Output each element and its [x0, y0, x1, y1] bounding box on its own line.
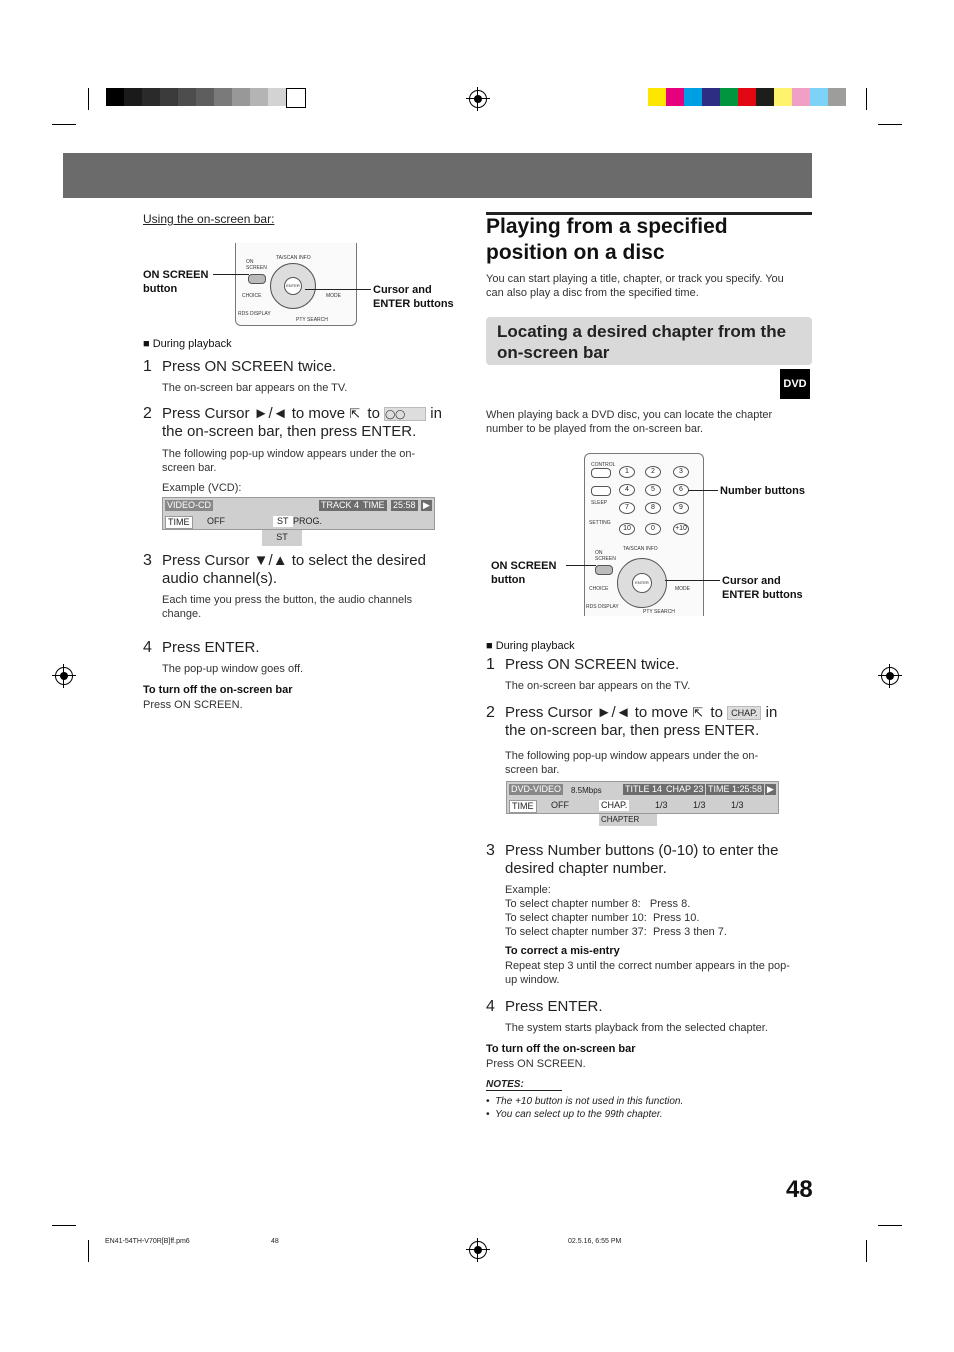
remote-label: CHOICE: [242, 293, 262, 299]
note-1-text: The +10 button is not used in this function.: [495, 1096, 684, 1107]
gray-swatch: [286, 88, 306, 108]
remote-label: RDS DISPLAY: [238, 311, 271, 317]
step-2-to: to: [710, 704, 723, 721]
gray-swatch: [196, 88, 214, 106]
step-2-text-b: the on-screen bar, then press ENTER.: [505, 722, 760, 739]
page-title-line1: Playing from a specified: [486, 215, 728, 238]
turnoff-title: To turn off the on-screen bar: [486, 1043, 636, 1055]
step-4-note: The system starts playback from the selected chapter.: [505, 1022, 768, 1034]
crop-mark: [88, 1240, 89, 1262]
dvd-onscreen-bar: [506, 781, 779, 814]
dvd-badge: DVD: [780, 369, 810, 399]
osd-chap-button: CHAP.: [601, 800, 628, 810]
remote-illustration-large: [584, 453, 704, 616]
crop-mark: [52, 124, 76, 125]
page-title: [486, 214, 728, 266]
footer-date: 02.5.16, 6:55 PM: [568, 1238, 622, 1245]
remote-label: ON SCREEN: [595, 550, 616, 562]
step-2-to: to: [367, 405, 380, 422]
remote-label: CHOICE: [589, 586, 609, 592]
remote-label: ON SCREEN: [246, 259, 267, 271]
audio-icon: ◯◯: [384, 407, 426, 421]
remote-label: SLEEP: [591, 500, 608, 506]
remote-label: PTY SEARCH: [296, 317, 328, 323]
step-2-text-a: Press Cursor ►/◄ to move: [505, 704, 689, 721]
color-swatch: [702, 88, 720, 106]
page-number: 48: [786, 1176, 813, 1203]
gray-swatch: [250, 88, 268, 106]
osd-prog: PROG.: [293, 516, 323, 526]
page-title-line2: position on a disc: [486, 241, 665, 264]
on-screen-button[interactable]: [248, 274, 266, 284]
osd-chap: CHAP 23: [666, 784, 704, 794]
osd-repeat-off: OFF: [207, 516, 225, 526]
step-1-text: Press ON SCREEN twice.: [505, 656, 680, 673]
enter-button[interactable]: ENTER: [284, 277, 302, 295]
osd-title: TITLE 14: [625, 784, 663, 794]
example-label: Example:: [505, 884, 551, 896]
number-button-0[interactable]: 0: [645, 523, 661, 535]
number-button-plus10[interactable]: +10: [673, 523, 689, 535]
osd-track: TRACK 4: [321, 500, 360, 510]
turnoff-text: Press ON SCREEN.: [143, 699, 243, 711]
remote-label: SETTING: [589, 520, 611, 526]
gray-swatch: [178, 88, 196, 106]
remote-label: TA/SCAN INFO: [276, 255, 311, 261]
example-line-3: To select chapter number 37: Press 3 then 7.: [505, 926, 727, 938]
color-swatch: [774, 88, 792, 106]
example-label: Example (VCD):: [162, 482, 242, 494]
step-4-note: The pop-up window goes off.: [162, 663, 304, 675]
step-2-in: in: [430, 405, 442, 422]
callout-number-buttons: Number buttons: [720, 485, 805, 497]
osd-source: VIDEO-CD: [167, 500, 212, 510]
osd-audio: 1/3: [655, 800, 668, 810]
callout-cursor-enter: Cursor and ENTER buttons: [722, 575, 803, 601]
osd-popup: CHAPTER: [599, 814, 657, 826]
intro-text: You can start playing a title, chapter, or track you specify. You can also play a disc from the specified time.: [486, 273, 784, 299]
subtitle: Locating a desired chapter from the on-screen bar: [497, 322, 787, 362]
remote-label: TA/SCAN INFO: [623, 546, 658, 552]
remote-label: CONTROL: [591, 462, 616, 468]
step-number: 2: [486, 704, 495, 721]
step-number: 1: [486, 656, 495, 673]
number-button-8[interactable]: 8: [645, 502, 661, 514]
registration-mark-icon: [881, 667, 899, 685]
correct-text: Repeat step 3 until the correct number appears in the pop-up window.: [505, 960, 790, 986]
header-bar: [63, 153, 812, 198]
note-1: • The +10 button is not used in this function.: [486, 1096, 684, 1107]
osd-time: TIME 1:25:58: [708, 784, 763, 794]
crop-mark: [866, 1240, 867, 1262]
number-button-7[interactable]: 7: [619, 502, 635, 514]
registration-mark-icon: [469, 1241, 487, 1259]
vcd-onscreen-bar: [162, 497, 435, 530]
crop-mark: [878, 1225, 902, 1226]
osd-angle: 1/3: [731, 800, 744, 810]
step-number: 4: [143, 639, 152, 656]
osd-st: ST: [273, 516, 293, 527]
step-number: 4: [486, 998, 495, 1015]
remote-illustration: [235, 243, 357, 326]
osd-time-label: TIME: [363, 500, 385, 510]
color-swatch: [756, 88, 774, 106]
during-playback-label: ■ During playback: [143, 338, 232, 350]
remote-label: MODE: [326, 293, 341, 299]
step-2-text: [162, 405, 462, 441]
number-button-4[interactable]: 4: [619, 484, 635, 496]
number-button-5[interactable]: 5: [645, 484, 661, 496]
description: When playing back a DVD disc, you can locate the chapter number to be played from the on-screen bar.: [486, 409, 773, 435]
callout-line: [688, 490, 718, 491]
example-block: [505, 883, 805, 939]
osd-source: DVD-VIDEO: [511, 784, 562, 794]
color-swatch: [684, 88, 702, 106]
callout-on-screen-button: ON SCREEN button: [491, 560, 557, 586]
callout-cursor-enter: Cursor and ENTER buttons: [373, 284, 454, 310]
step-2-text-a: Press Cursor ►/◄ to move: [162, 405, 346, 422]
osd-arrow: ▶: [423, 500, 430, 510]
intro-label: Using the on-screen bar:: [143, 212, 275, 226]
callout-line: [213, 274, 249, 275]
osd-arrow: ▶: [767, 784, 774, 794]
step-3-text: Press Number buttons (0-10) to enter the desired chapter number.: [505, 842, 779, 877]
color-swatch: [792, 88, 810, 106]
number-button-1[interactable]: 1: [619, 466, 635, 478]
during-playback-label: ■ During playback: [486, 640, 575, 652]
gray-swatch: [160, 88, 178, 106]
step-4-text: Press ENTER.: [162, 639, 260, 656]
crop-mark: [88, 88, 89, 110]
number-button-6[interactable]: 6: [673, 484, 689, 496]
osd-subtitle: 1/3: [693, 800, 706, 810]
turnoff-title: To turn off the on-screen bar: [143, 684, 293, 696]
number-button-3[interactable]: 3: [673, 466, 689, 478]
step-1-text: Press ON SCREEN twice.: [162, 358, 337, 375]
color-swatch: [648, 88, 666, 106]
callout-line: [566, 565, 596, 566]
gray-swatch: [106, 88, 124, 106]
footer-page: 48: [271, 1238, 279, 1245]
step-2-in: in: [765, 704, 778, 721]
notes-title: NOTES:: [486, 1079, 562, 1091]
remote-label: PTY SEARCH: [643, 609, 675, 615]
registration-mark-icon: [55, 667, 73, 685]
callout-line: [305, 289, 371, 290]
step-2-note: The following pop-up window appears under the on-screen bar.: [505, 750, 759, 776]
osd-time: 25:58: [393, 500, 416, 510]
step-number: 1: [143, 358, 152, 375]
number-button-9[interactable]: 9: [673, 502, 689, 514]
gray-swatch: [232, 88, 250, 106]
gray-swatch: [268, 88, 286, 106]
step-3-note: Each time you press the button, the audio channels change.: [162, 594, 413, 620]
crop-mark: [866, 88, 867, 110]
step-3-text: Press Cursor ▼/▲ to select the desired audio channel(s).: [162, 552, 426, 587]
osd-time-button: TIME: [165, 516, 193, 529]
step-4-text: Press ENTER.: [505, 998, 603, 1015]
gray-swatch: [214, 88, 232, 106]
pointer-icon: ⇱: [349, 406, 361, 421]
color-swatch: [666, 88, 684, 106]
footer-file: EN41-54TH-V70R[B]ff.pm6: [105, 1238, 190, 1245]
step-2-note: The following pop-up window appears under the on-screen bar.: [162, 448, 416, 474]
enter-button[interactable]: ENTER: [632, 573, 652, 593]
step-number: 3: [143, 552, 152, 569]
callout-on-screen-button: ON SCREEN button: [143, 269, 209, 295]
callout-line: [665, 580, 720, 581]
registration-mark-icon: [469, 90, 487, 108]
gray-swatch: [124, 88, 142, 106]
remote-label: RDS DISPLAY: [586, 604, 619, 610]
step-2-text: [505, 704, 810, 740]
pointer-icon: ⇱: [692, 705, 704, 720]
remote-label: MODE: [675, 586, 690, 592]
color-swatch: [828, 88, 846, 106]
tv-button[interactable]: [591, 486, 611, 496]
osd-time-button: TIME: [509, 800, 537, 813]
on-screen-button[interactable]: [595, 565, 613, 575]
turnoff-text: Press ON SCREEN.: [486, 1058, 586, 1070]
color-swatch: [738, 88, 756, 106]
note-2: • You can select up to the 99th chapter.: [486, 1109, 663, 1120]
note-2-text: You can select up to the 99th chapter.: [495, 1109, 663, 1120]
correct-title: To correct a mis-entry: [505, 945, 620, 957]
step-2-text-b: the on-screen bar, then press ENTER.: [162, 423, 417, 440]
vcr-button[interactable]: [591, 468, 611, 478]
number-button-2[interactable]: 2: [645, 466, 661, 478]
step-1-note: The on-screen bar appears on the TV.: [162, 382, 348, 394]
color-swatch: [720, 88, 738, 106]
example-line-1: To select chapter number 8: Press 8.: [505, 898, 691, 910]
color-swatch: [810, 88, 828, 106]
chap-icon: CHAP.: [727, 706, 761, 720]
example-line-2: To select chapter number 10: Press 10.: [505, 912, 700, 924]
osd-rate: 8.5Mbps: [571, 786, 602, 795]
step-number: 3: [486, 842, 495, 859]
crop-mark: [878, 124, 902, 125]
gray-swatch: [142, 88, 160, 106]
osd-repeat-off: OFF: [551, 800, 569, 810]
number-button-10[interactable]: 10: [619, 523, 635, 535]
step-1-note: The on-screen bar appears on the TV.: [505, 680, 691, 692]
step-number: 2: [143, 405, 152, 422]
osd-popup: ST: [262, 530, 302, 546]
crop-mark: [52, 1225, 76, 1226]
